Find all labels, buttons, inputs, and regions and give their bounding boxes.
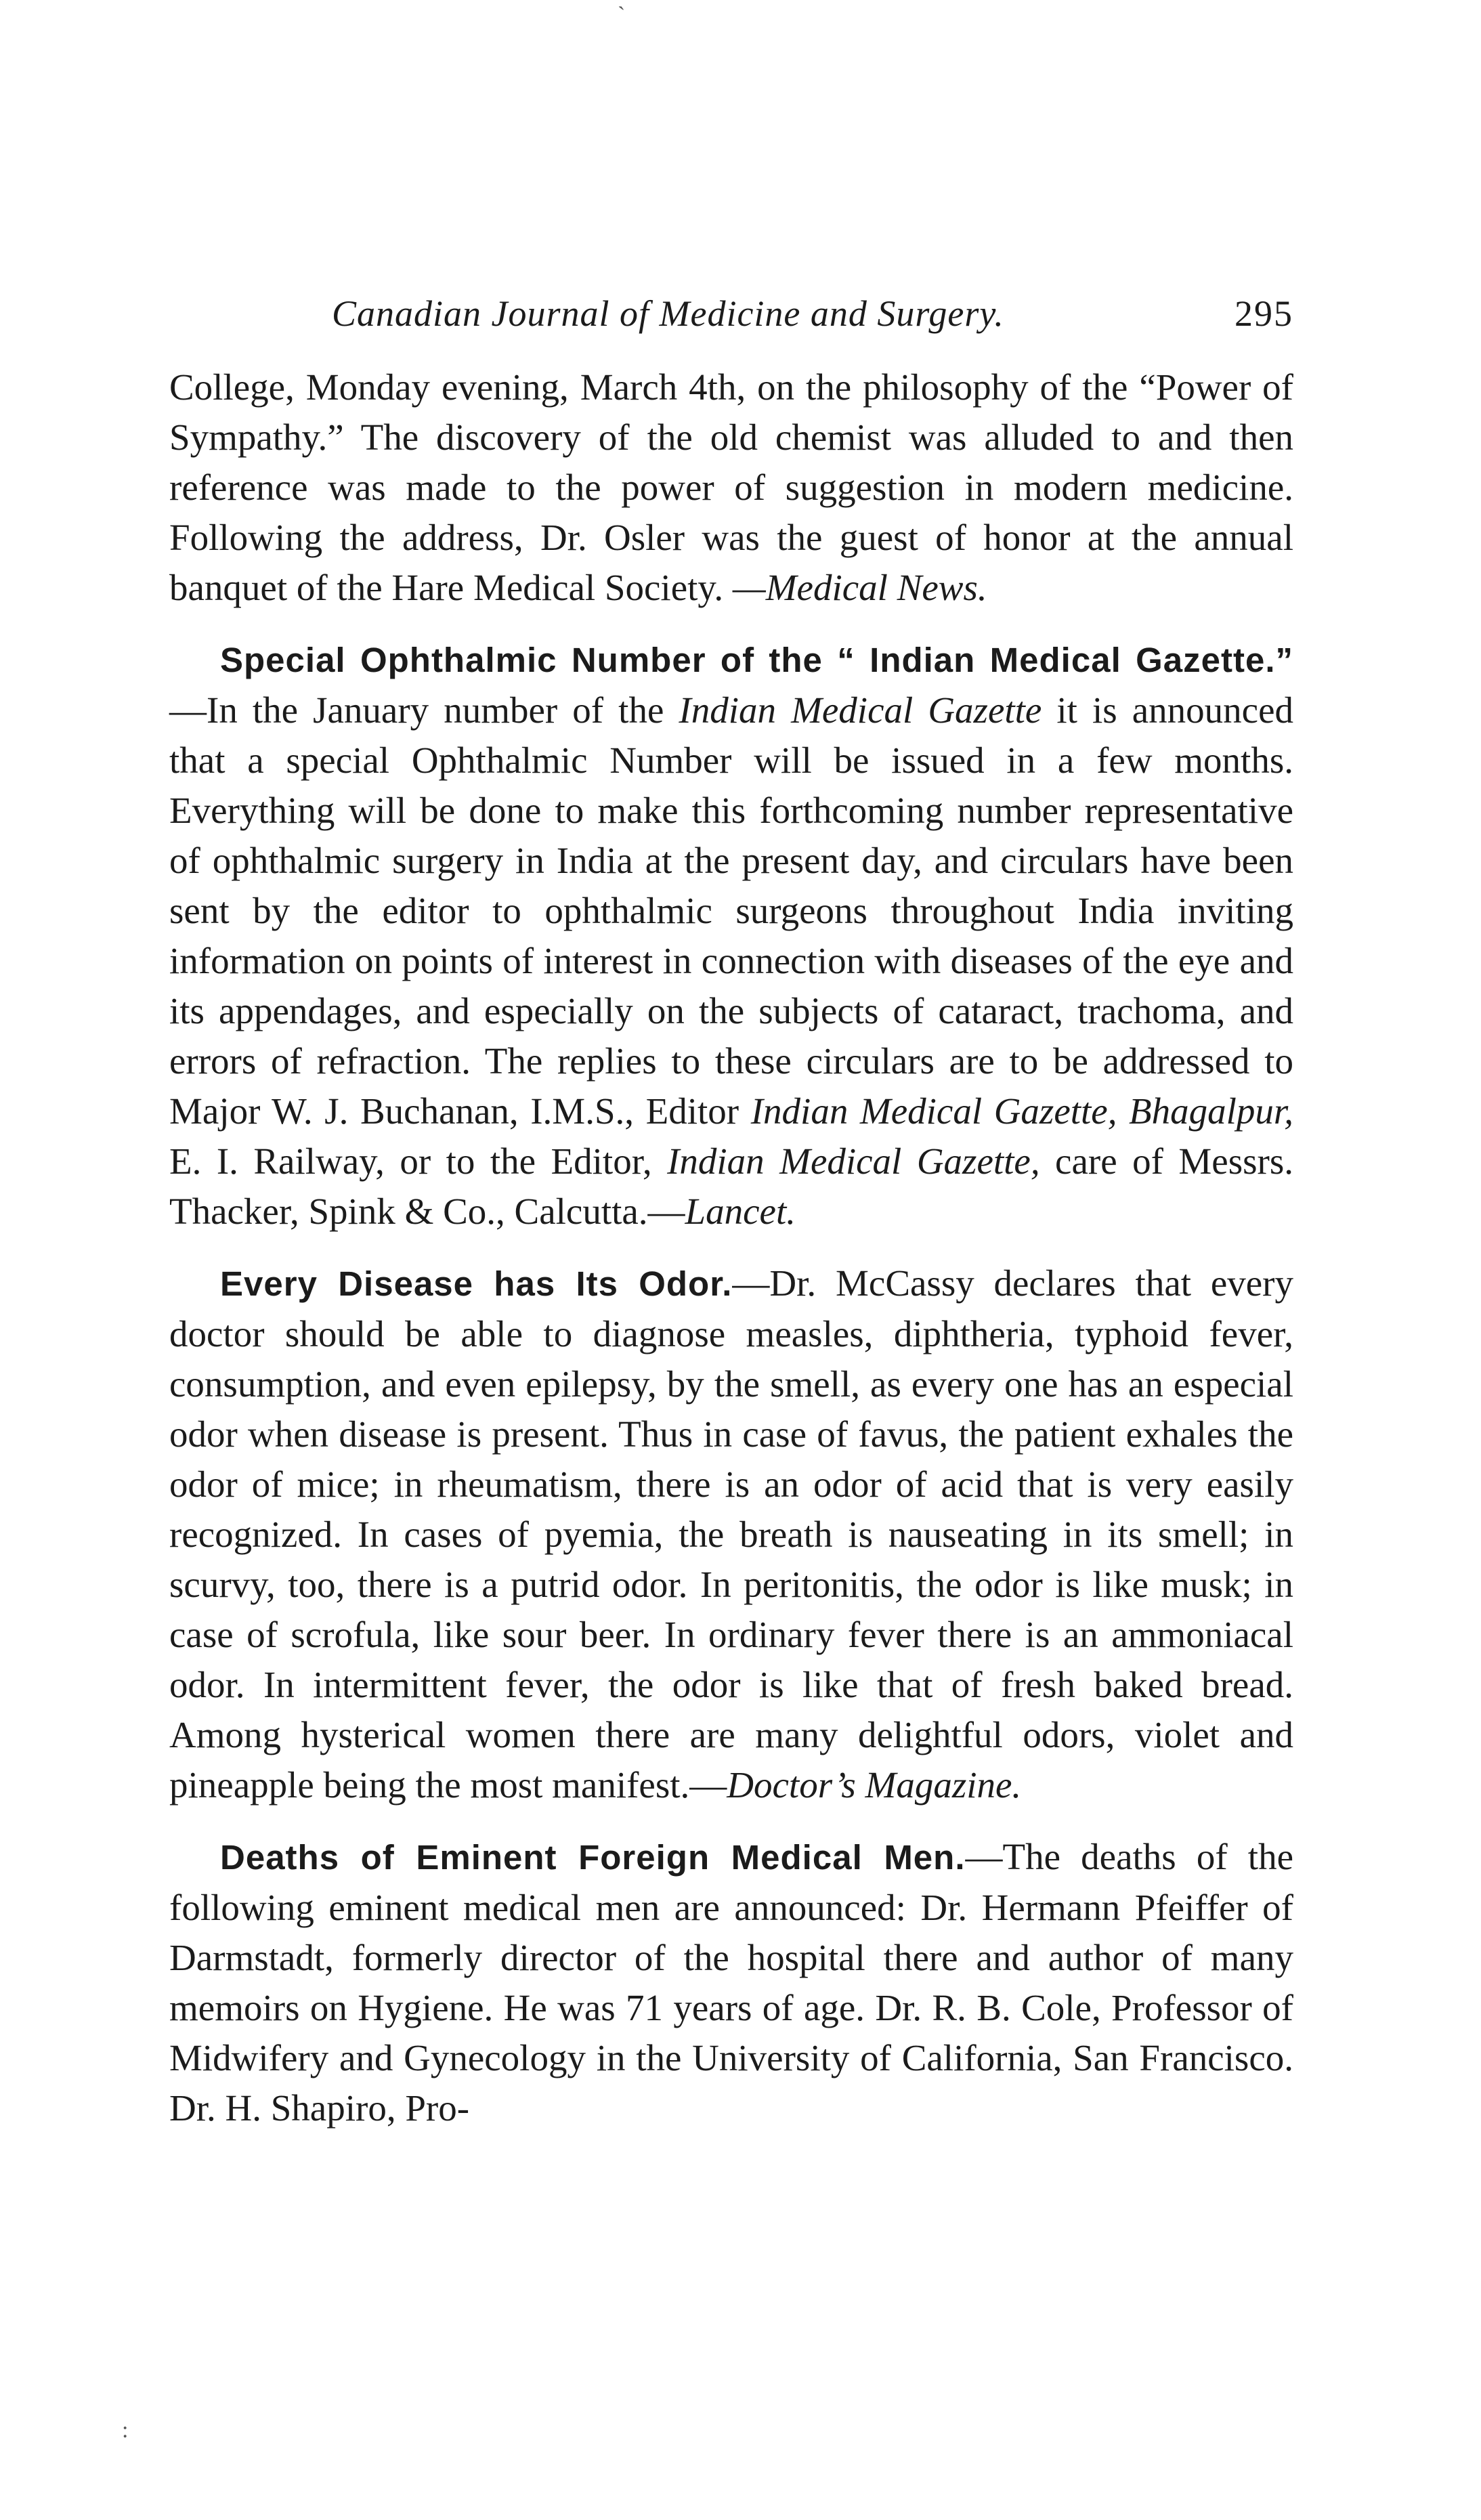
journal-title: Indian Medical Gazette, [667,1140,1040,1182]
scan-mark-top: ` [618,3,626,28]
paragraph-text: —Dr. McCassy declares that every doctor should be able to diagnose measles, diphtheria, typhoid fever, consumption, and even epilepsy, by the smell, as every one has an especial odor when disease is present. Thus in case of favus, the patient exhales the odor of mice; in rheumatism, there is an odor of acid that is very easily recognized. In cases of pyemia, the breath is nauseating in its smell; in scurvy, too, there is a putrid odor. In peritonitis, the odor is like musk; in case of scrofula, like sour beer. In ordinary fever there is an ammoniacal odor. In intermittent fever, the odor is like that of fresh baked bread. Among hysterical women there are many delightful odors, violet and pineapple being the most manifest.— [169,1262,1294,1806]
article-body [169,362,1293,2133]
paragraph-disease-odor [169,1258,1293,1810]
journal-title: Indian Medical Gazette [679,689,1042,731]
paragraph-text: E. I. Railway, or to the Editor, [169,1140,668,1182]
section-heading: Every Disease has Its Odor. [220,1264,733,1303]
source-citation: Doctor’s Magazine. [727,1764,1022,1806]
paragraph-ophthalmic-number [169,635,1293,1237]
page-number: 295 [1235,293,1293,334]
paragraph-text: College, Monday evening, March 4th, on the philosophy of the “Power of Sympathy.” The discovery of the old chemist was alluded to and then reference was made to the power of suggestion in modern medicine. Following the address, Dr. Osler was the guest of honor at the annual banquet of the Hare Medical Society. [169,366,1293,608]
scan-mark-bottom: : [122,2418,129,2443]
paragraph-text: —The deaths of the following eminent medical men are announced: Dr. Hermann Pfeiffer of Darmstadt, formerly director of the hospital there and author of many memoirs on Hygiene. He was 71 years of age. Dr. R. B. Cole, Professor of Midwifery and Gynecology in the University of California, San Francisco. Dr. H. Shapiro, Pro- [169,1836,1293,2129]
source-citation: —Medical News. [732,567,987,608]
section-heading: Deaths of Eminent Foreign Medical Men. [220,1838,966,1877]
source-citation: Lancet. [685,1191,796,1232]
paragraph-deaths [169,1832,1293,2133]
running-title: Canadian Journal of Medicine and Surgery. [332,293,1004,334]
paragraph-text: it is announced that a special Ophthalmic Number will be issued in a few months. Everything will be done to make this forthcoming number representative of ophthalmic surgery in India at the present day, and circulars have been sent by the editor to ophthalmic surgeons throughout India inviting information on points of interest in connection with diseases of the eye and its appendages, and especially on the subjects of cataract, trachoma, and errors of refraction. The replies to these circulars are to be addressed to Major W. J. Buchanan, I.M.S., Editor [169,689,1293,1132]
paragraph-text: care of Messrs. Thacker, Spink & Co., Calcutta.— [169,1140,1293,1232]
running-header [169,284,1293,345]
journal-title: Indian Medical Gazette, Bhagalpur, [750,1090,1293,1132]
paragraph-osler-lecture [169,362,1293,613]
section-heading: Special Ophthalmic Number of the “ Indian Medical Gazette.” [220,641,1293,679]
paragraph-text: —In the January number of the [169,689,679,731]
